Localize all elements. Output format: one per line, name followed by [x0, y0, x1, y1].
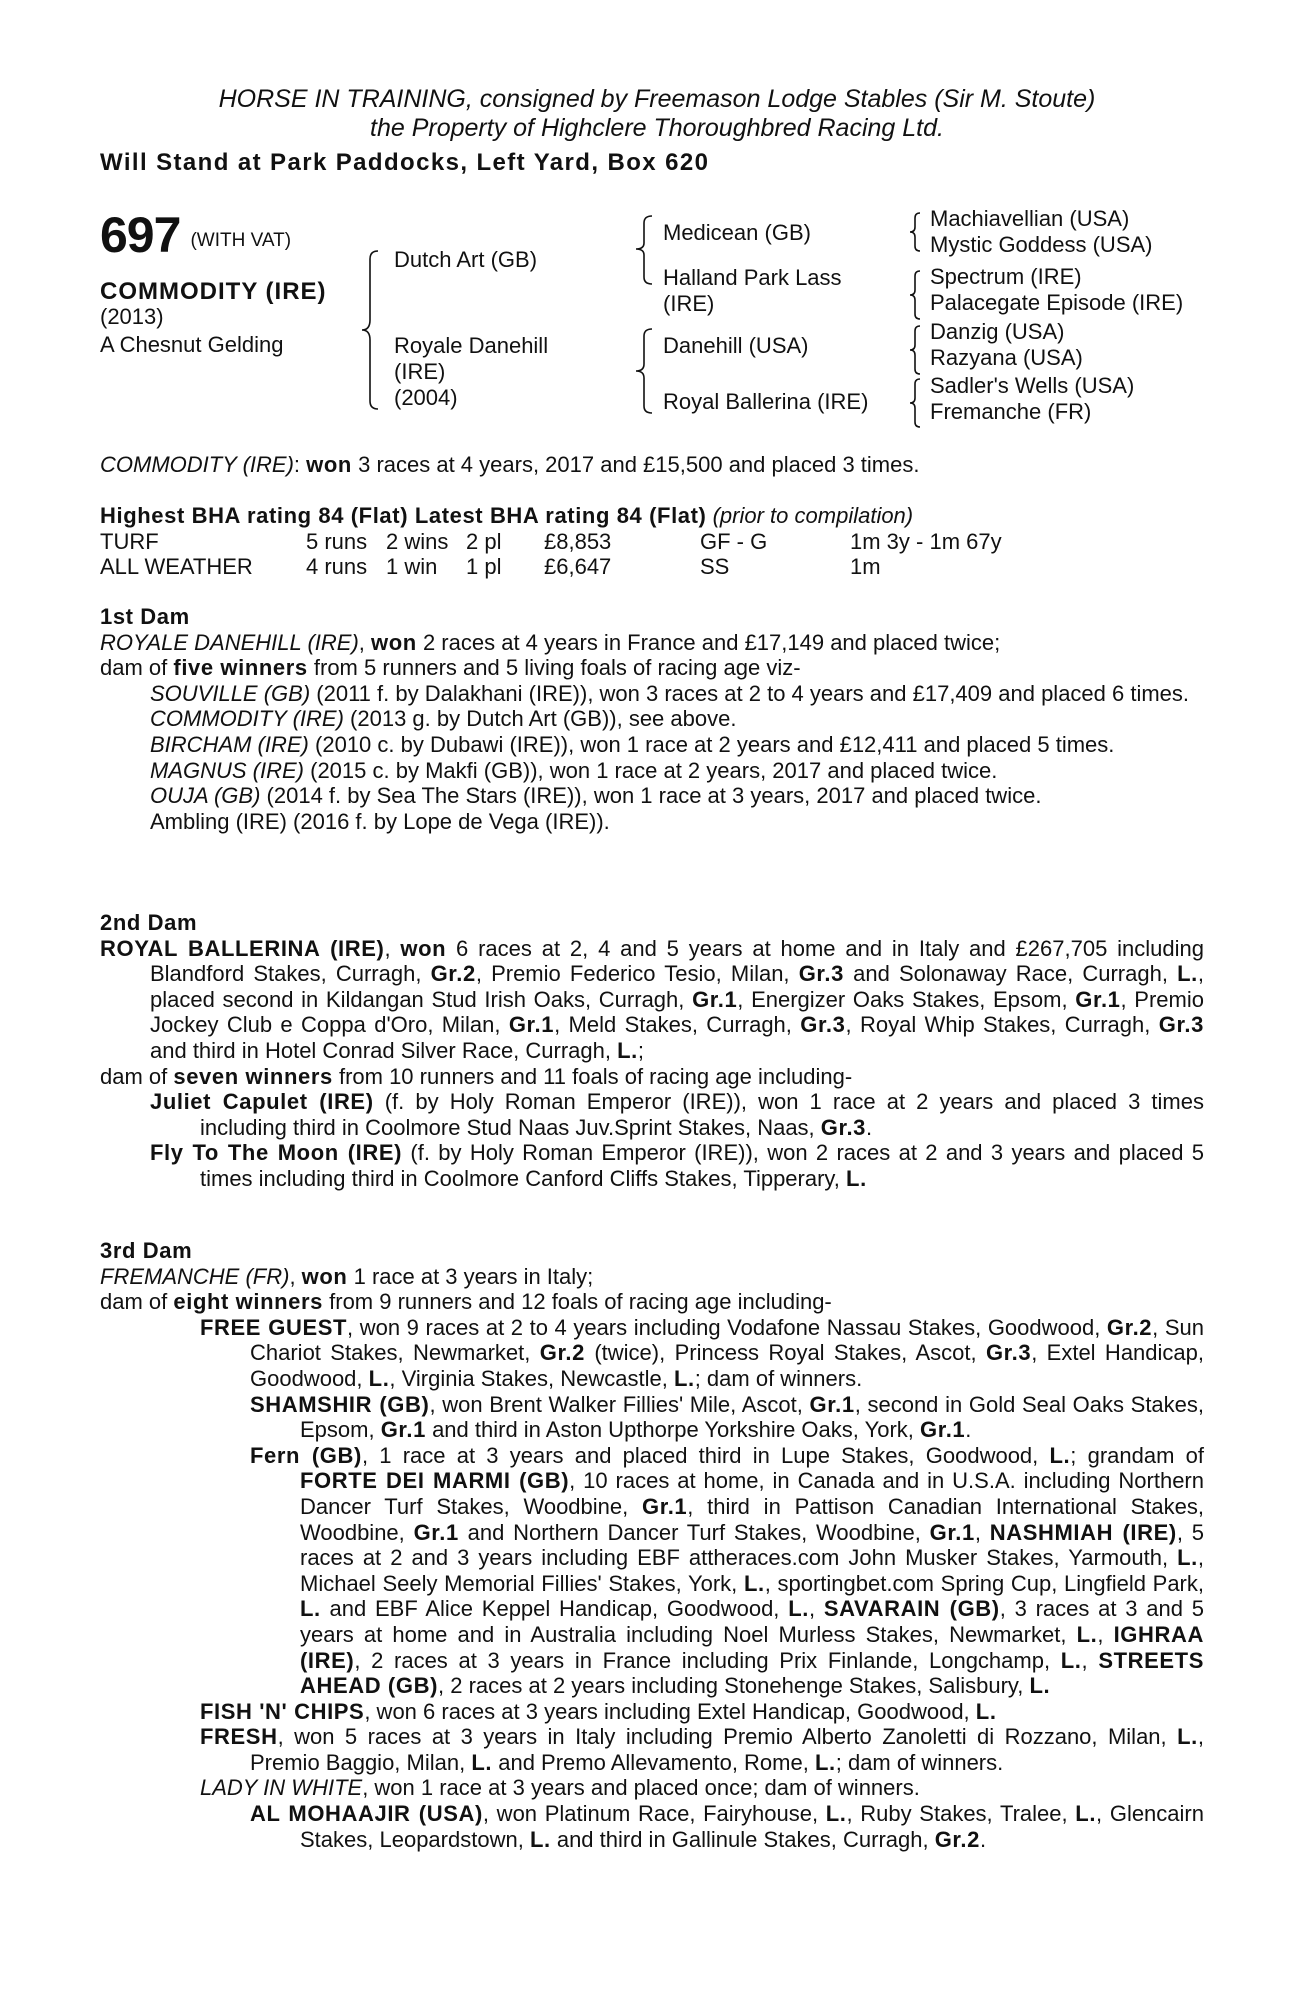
horse-year: (2013)	[100, 304, 164, 329]
lot-number: 697	[100, 207, 181, 263]
race-summary: COMMODITY (IRE): won 3 races at 4 years, 2017 and £15,500 and placed 3 times.	[100, 452, 920, 477]
list-item: Fly To The Moon (IRE) (f. by Holy Roman Emperor (IRE)), won 2 races at 2 and 3 years and placed 5 times including third in Coolmore Canford Cliffs Stakes, Tipperary, L.	[150, 1140, 1204, 1191]
dam-sire: Danehill (USA)	[663, 333, 809, 358]
dss: Danzig (USA)	[930, 319, 1065, 344]
section-heading: 3rd Dam	[100, 1238, 193, 1263]
dam-line-3: (2004)	[394, 385, 458, 410]
pedigree-bracket-1	[366, 250, 386, 410]
ratings-table	[100, 529, 1002, 579]
dam-line-1: Royale Danehill	[394, 333, 549, 358]
list-item: Ambling (IRE) (2016 f. by Lope de Vega (IRE)).	[150, 808, 610, 834]
sss: Machiavellian (USA)	[930, 206, 1130, 231]
list-item: Juliet Capulet (IRE) (f. by Holy Roman Emperor (IRE)), won 1 race at 2 years and placed 3 times including third in Coolmore Stud Naas Juv.Sprint Stakes, Naas, Gr.3.	[150, 1089, 1204, 1140]
list-item: COMMODITY (IRE) (2013 g. by Dutch Art (GB)), see above.	[150, 706, 737, 732]
section-heading: 1st Dam	[100, 604, 190, 629]
dds: Sadler's Wells (USA)	[930, 373, 1135, 398]
dam-dam: Royal Ballerina (IRE)	[663, 389, 869, 414]
sire: Dutch Art (GB)	[394, 247, 538, 272]
sire-sire: Medicean (GB)	[663, 220, 811, 245]
table-row: ALL WEATHER 4 runs 1 win 1 pl £6,647 SS 1m	[100, 553, 881, 579]
list-item: FISH 'N' CHIPS, won 6 races at 3 years including Extel Handicap, Goodwood, L.	[200, 1698, 997, 1724]
list-item: AL MOHAAJIR (USA), won Platinum Race, Fairyhouse, L., Ruby Stakes, Tralee, L., Glencairn Stakes, Leopardstown, L. and third in Gallinule Stakes, Curragh, Gr.2.	[250, 1801, 1204, 1852]
list-item: BIRCHAM (IRE) (2010 c. by Dubawi (IRE)), won 1 race at 2 years and £12,411 and placed 5 times.	[150, 731, 1115, 757]
second-dam-section: 2nd Dam ROYAL BALLERINA (IRE), won 6 races at 2, 4 and 5 years at home and in Italy and £267,705 including Blandford Stakes, Curragh, Gr.2, Premio Federico Tesio, Milan, Gr.3 and Solonaway Race, Curragh, L., placed second in Kildangan Stud Irish Oaks, Curragh, Gr.1, Energizer Oaks Stakes, Epsom, Gr.1, Premio Jockey Club e Coppa d'Oro, Milan, Gr.1, Meld Stakes, Curragh, Gr.3, Royal Whip Stakes, Curragh, Gr.3 and third in Hotel Conrad Silver Race, Curragh, L.; dam of seven winners from 10 runners and 11 foals of racing age including- Juliet Capulet (IRE) (f. by Holy Roman Emperor (IRE)), won 1 race at 2 years and placed 3 times including third in Coolmore Stud Naas Juv.Sprint Stakes, Naas, Gr.3. Fly To The Moon (IRE) (f. by Holy Roman Emperor (IRE)), won 2 races at 2 and 3 years and placed 5 times including third in Coolmore Canford Cliffs Stakes, Tipperary, L.	[100, 910, 1204, 1191]
pedigree-bracket-4	[910, 212, 926, 252]
pedigree-bracket-3	[640, 328, 660, 414]
sire-dam-line-2: (IRE)	[663, 291, 715, 316]
dsd: Razyana (USA)	[930, 345, 1083, 370]
list-item: MAGNUS (IRE) (2015 c. by Makfi (GB)), won 1 race at 2 years, 2017 and placed twice.	[150, 757, 998, 783]
section-heading: 2nd Dam	[100, 910, 198, 935]
ssd: Mystic Goddess (USA)	[930, 232, 1153, 257]
list-item: FREE GUEST, won 9 races at 2 to 4 years including Vodafone Nassau Stakes, Goodwood, Gr.2, Sun Chariot Stakes, Newmarket, Gr.2 (twice), Princess Royal Stakes, Ascot, Gr.3, Extel Handicap, Goodwood, L., Virginia Stakes, Newcastle, L.; dam of winners.	[200, 1314, 1205, 1391]
ddd: Fremanche (FR)	[930, 399, 1092, 424]
table-row: TURF 5 runs 2 wins 2 pl £8,853 GF - G 1m 3y - 1m 67y	[100, 528, 1002, 554]
pedigree-bracket-5	[910, 270, 926, 320]
sire-dam-line-1: Halland Park Lass	[663, 265, 842, 290]
vat-label: (WITH VAT)	[190, 230, 292, 251]
ratings-headline: Highest BHA rating 84 (Flat) Latest BHA rating 84 (Flat)	[100, 503, 707, 528]
horse-name: COMMODITY (IRE)	[100, 278, 327, 305]
dam-line-2: (IRE)	[394, 359, 446, 384]
list-item: SHAMSHIR (GB), won Brent Walker Fillies' Mile, Ascot, Gr.1, second in Gold Seal Oaks Stakes, Epsom, Gr.1 and third in Aston Upthorpe Yorkshire Oaks, York, Gr.1.	[250, 1391, 1205, 1443]
list-item: Fern (GB), 1 race at 3 years and placed third in Lupe Stakes, Goodwood, L.; grandam of FORTE DEI MARMI (GB), 10 races at home, in Canada and in U.S.A. including Northern Dancer Turf Stakes, Woodbine, Gr.1, third in Pattison Canadian International Stakes, Woodbine, Gr.1 and Northern Dancer Turf Stakes, Woodbine, Gr.1, NASHMIAH (IRE), 5 races at 2 and 3 years including EBF attheraces.com John Musker Stakes, Yarmouth, L., Michael Seely Memorial Fillies' Stakes, York, L., sportingbet.com Spring Cup, Lingfield Park, L. and EBF Alice Keppel Handicap, Goodwood, L., SAVARAIN (GB), 3 races at 3 and 5 years at home and in Australia including Noel Murless Stakes, Newmarket, L., IGHRAA (IRE), 2 races at 3 years in France including Prix Finlande, Longchamp, L., STREETS AHEAD (GB), 2 races at 2 years including Stonehenge Stakes, Salisbury, L.	[250, 1442, 1204, 1699]
list-item: SOUVILLE (GB) (2011 f. by Dalakhani (IRE)), won 3 races at 2 to 4 years and £17,409 and placed 6 times.	[150, 680, 1190, 706]
pedigree-bracket-2	[640, 215, 660, 285]
horse-description: A Chesnut Gelding	[100, 332, 284, 357]
owner-line: the Property of Highclere Thoroughbred Racing Ltd.	[370, 114, 944, 142]
consignor-line: HORSE IN TRAINING, consigned by Freemason Lodge Stables (Sir M. Stoute)	[218, 85, 1096, 113]
ratings-note: (prior to compilation)	[712, 503, 914, 528]
third-dam-section: 3rd Dam FREMANCHE (FR), won 1 race at 3 years in Italy; dam of eight winners from 9 runners and 12 foals of racing age including- FREE GUEST, won 9 races at 2 to 4 years including Vodafone Nassau Stakes, Goodwood, Gr.2, Sun Chariot Stakes, Newmarket, Gr.2 (twice), Princess Royal Stakes, Ascot, Gr.3, Extel Handicap, Goodwood, L., Virginia Stakes, Newcastle, L.; dam of winners. SHAMSHIR (GB), won Brent Walker Fillies' Mile, Ascot, Gr.1, second in Gold Seal Oaks Stakes, Epsom, Gr.1 and third in Aston Upthorpe Yorkshire Oaks, York, Gr.1. Fern (GB), 1 race at 3 years and placed third in Lupe Stakes, Goodwood, L.; grandam of FORTE DEI MARMI (GB), 10 races at home, in Canada and in U.S.A. including Northern Dancer Turf Stakes, Woodbine, Gr.1, third in Pattison Canadian International Stakes, Woodbine, Gr.1 and Northern Dancer Turf Stakes, Woodbine, Gr.1, NASHMIAH (IRE), 5 races at 2 and 3 years including EBF attheraces.com John Musker Stakes, Yarmouth, L., Michael Seely Memorial Fillies' Stakes, York, L., sportingbet.com Spring Cup, Lingfield Park, L. and EBF Alice Keppel Handicap, Goodwood, L., SAVARAIN (GB), 3 races at 3 and 5 years at home and in Australia including Noel Murless Stakes, Newmarket, L., IGHRAA (IRE), 2 races at 3 years in France including Prix Finlande, Longchamp, L., STREETS AHEAD (GB), 2 races at 2 years including Stonehenge Stakes, Salisbury, L. FISH 'N' CHIPS, won 6 races at 3 years including Extel Handicap, Goodwood, L. FRESH, won 5 races at 3 years in Italy including Premio Alberto Zanoletti di Rozzano, Milan, L., Premio Baggio, Milan, L. and Premo Allevamento, Rome, L.; dam of winners. LADY IN WHITE, won 1 race at 3 years and placed once; dam of winners. AL MOHAAJIR (USA), won Platinum Race, Fairyhouse, L., Ruby Stakes, Tralee, L., Glencairn Stakes, Leopardstown, L. and third in Gallinule Stakes, Curragh, Gr.2.	[100, 1238, 1205, 1852]
list-item: LADY IN WHITE, won 1 race at 3 years and placed once; dam of winners.	[200, 1775, 920, 1801]
ratings-block	[100, 503, 1204, 579]
sds: Spectrum (IRE)	[930, 264, 1082, 289]
pedigree-bracket-7	[910, 378, 926, 428]
pedigree-bracket-6	[910, 325, 926, 375]
list-item: FRESH, won 5 races at 3 years in Italy including Premio Alberto Zanoletti di Rozzano, Milan, L., Premio Baggio, Milan, L. and Premo Allevamento, Rome, L.; dam of winners.	[200, 1724, 1204, 1775]
sdd: Palacegate Episode (IRE)	[930, 290, 1184, 315]
lot-number-block	[100, 207, 292, 263]
first-dam-section: 1st Dam ROYALE DANEHILL (IRE), won 2 races at 4 years in France and £17,149 and placed twice; dam of five winners from 5 runners and 5 living foals of racing age viz- SOUVILLE (GB) (2011 f. by Dalakhani (IRE)), won 3 races at 2 to 4 years and £17,409 and placed 6 times. COMMODITY (IRE) (2013 g. by Dutch Art (GB)), see above. BIRCHAM (IRE) (2010 c. by Dubawi (IRE)), won 1 race at 2 years and £12,411 and placed 5 times. MAGNUS (IRE) (2015 c. by Makfi (GB)), won 1 race at 2 years, 2017 and placed twice. OUJA (GB) (2014 f. by Sea The Stars (IRE)), won 1 race at 3 years, 2017 and placed twice. Ambling (IRE) (2016 f. by Lope de Vega (IRE)).	[100, 604, 1204, 834]
location-line: Will Stand at Park Paddocks, Left Yard, Box 620	[100, 149, 710, 176]
list-item: OUJA (GB) (2014 f. by Sea The Stars (IRE)), won 1 race at 3 years, 2017 and placed twice.	[150, 783, 1042, 809]
